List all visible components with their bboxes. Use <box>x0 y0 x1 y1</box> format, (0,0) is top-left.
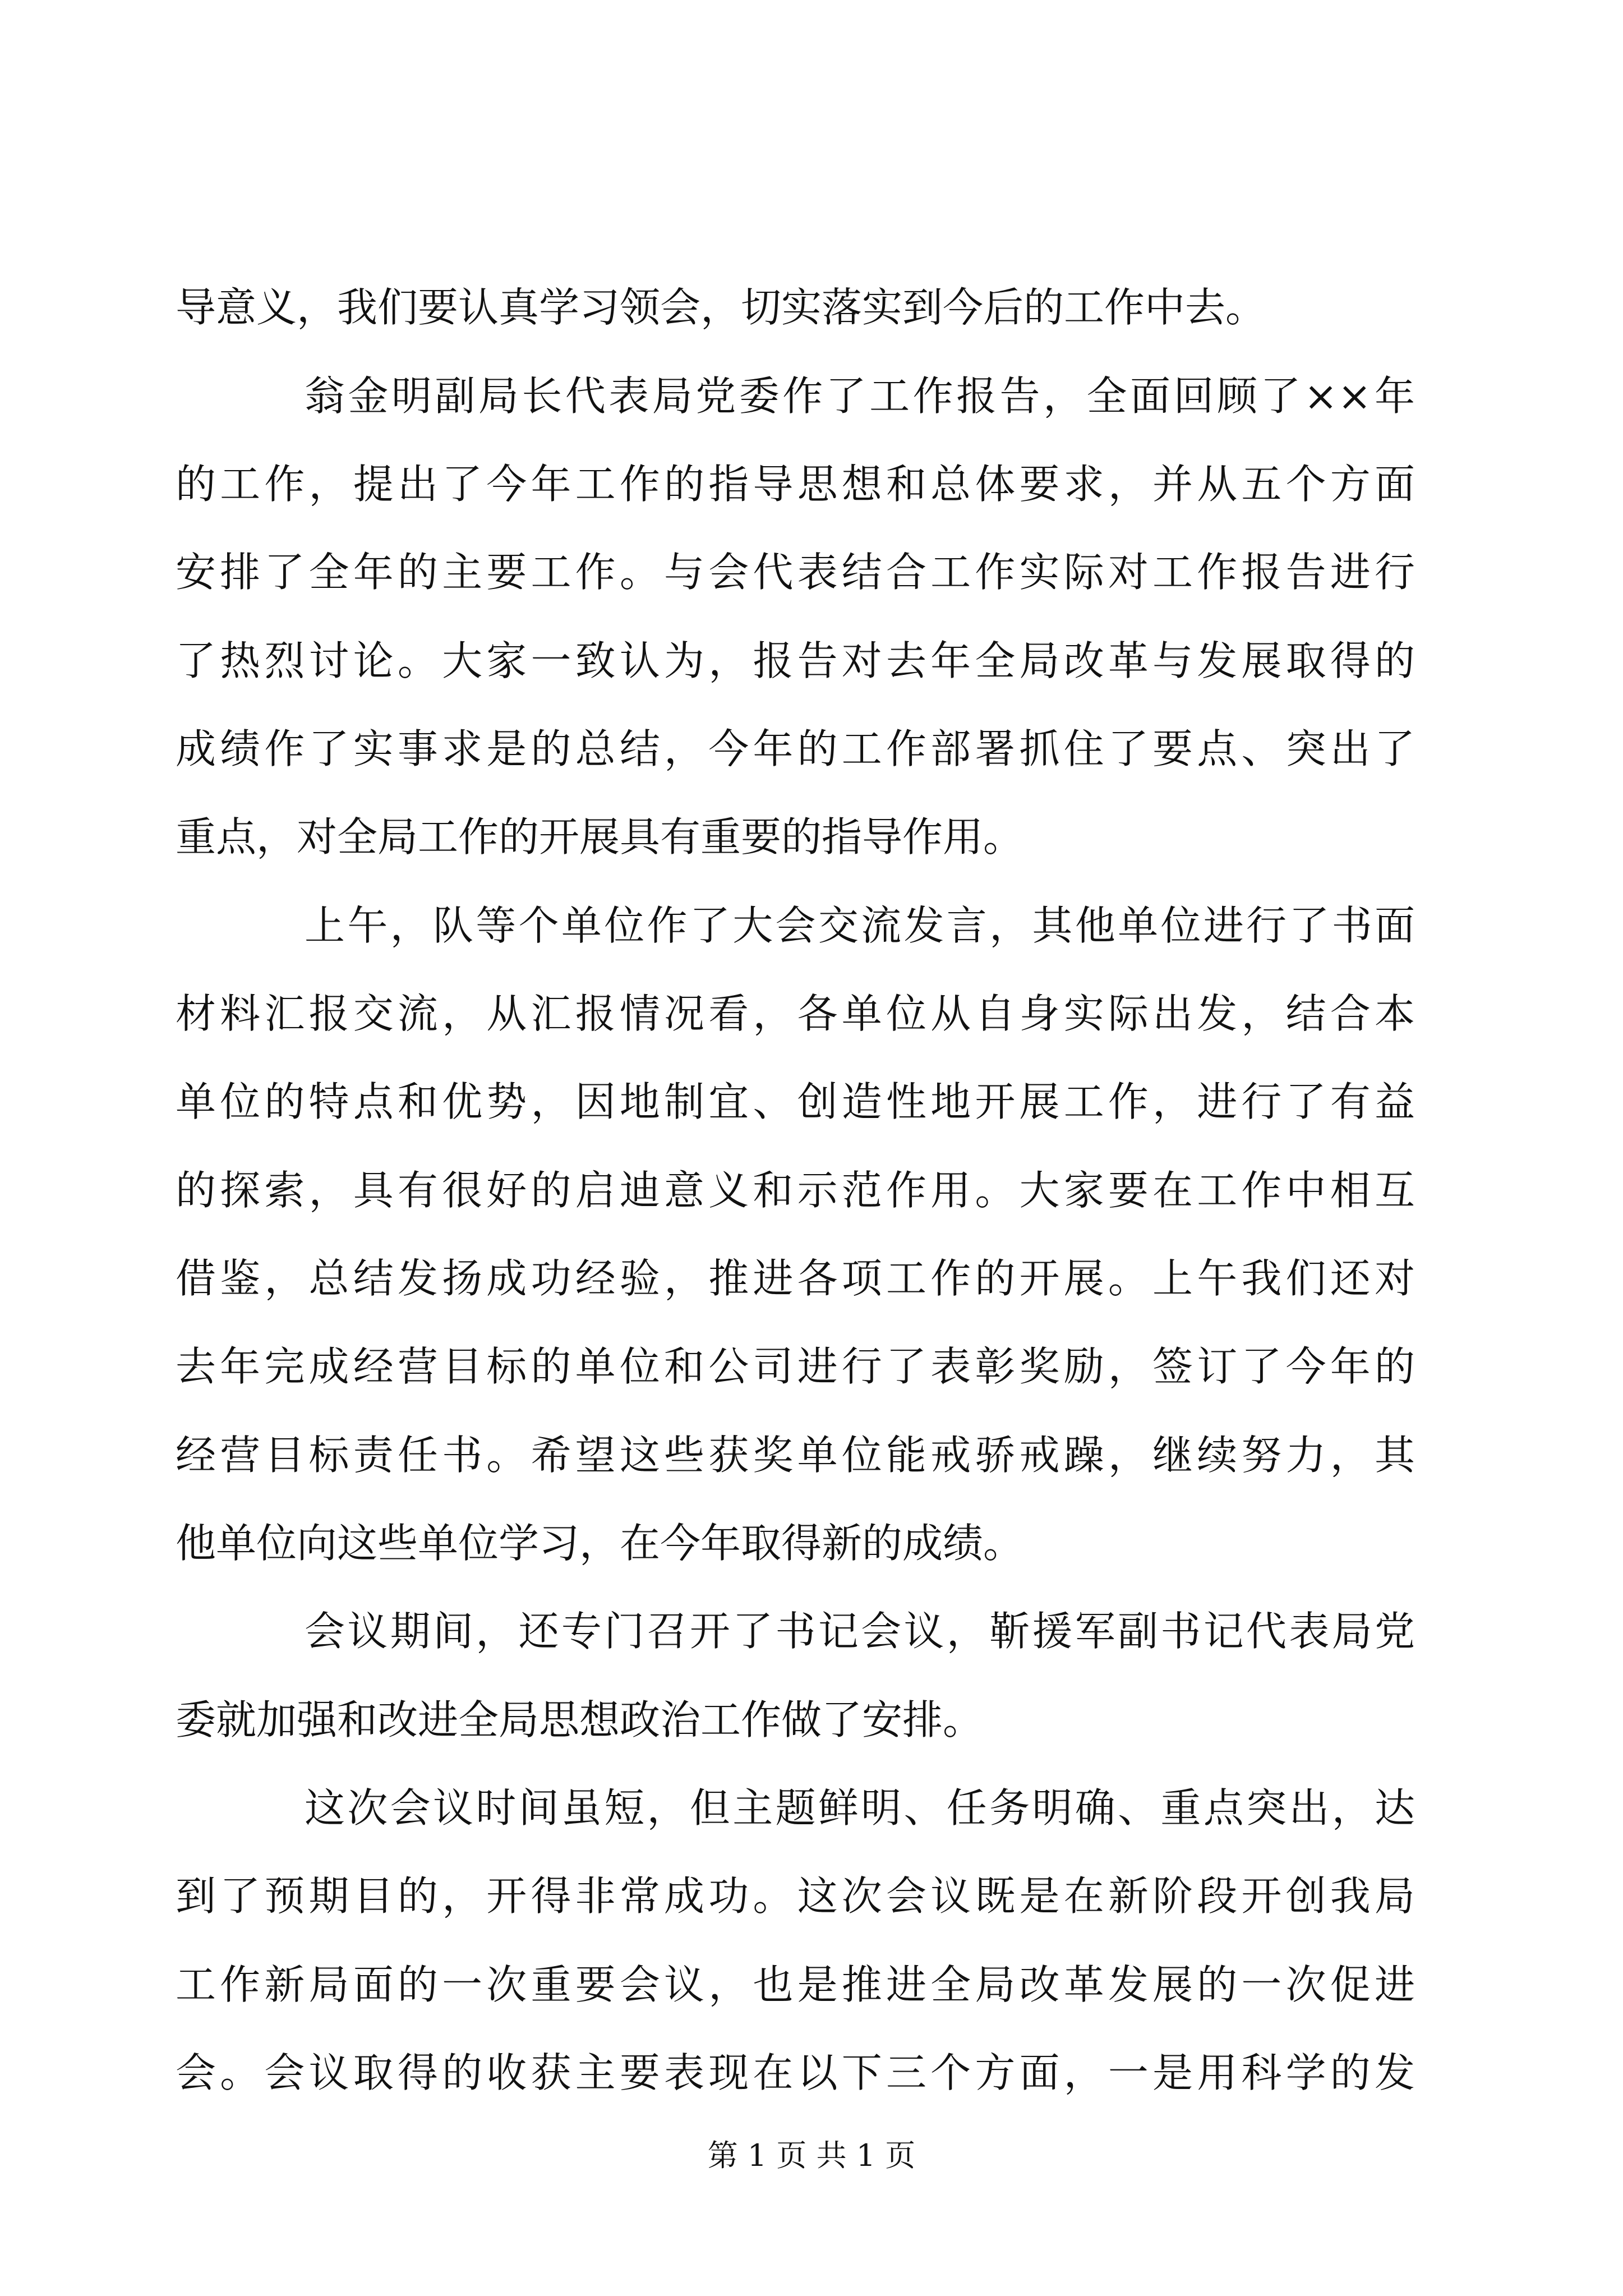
paragraph-first-line: 会议期间，还专门召开了书记会议，靳援军副书记代表局党 <box>305 1608 1415 1655</box>
text-line: 安排了全年的主要工作。与会代表结合工作实际对工作报告进行 <box>176 549 1415 596</box>
text-line: 经营目标责任书。希望这些获奖单位能戒骄戒躁，继续努力，其 <box>176 1432 1415 1479</box>
text-line: 借鉴，总结发扬成功经验，推进各项工作的开展。上午我们还对 <box>176 1255 1415 1302</box>
text-line: 他单位向这些单位学习，在今年取得新的成绩。 <box>176 1520 1024 1567</box>
text-line: 的探索，具有很好的启迪意义和示范作用。大家要在工作中相互 <box>176 1167 1415 1214</box>
text-line: 单位的特点和优势，因地制宜、创造性地开展工作，进行了有益 <box>176 1078 1415 1125</box>
text-line: 工作新局面的一次重要会议，也是推进全局改革发展的一次促进 <box>176 1961 1415 2008</box>
text-line: 会。会议取得的收获主要表现在以下三个方面，一是用科学的发 <box>176 2049 1415 2096</box>
text-line: 到了预期目的，开得非常成功。这次会议既是在新阶段开创我局 <box>176 1872 1415 1920</box>
text-line: 材料汇报交流，从汇报情况看，各单位从自身实际出发，结合本 <box>176 990 1415 1037</box>
text-line: 成绩作了实事求是的总结，今年的工作部署抓住了要点、突出了 <box>176 725 1415 772</box>
text-line: 的工作，提出了今年工作的指导思想和总体要求，并从五个方面 <box>176 461 1415 508</box>
text-line: 重点，对全局工作的开展具有重要的指导作用。 <box>176 813 1024 861</box>
text-line: 导意义，我们要认真学习领会，切实落实到今后的工作中去。 <box>176 284 1266 331</box>
text-line: 委就加强和改进全局思想政治工作做了安排。 <box>176 1696 984 1743</box>
page-footer: 第 1 页 共 1 页 <box>707 2138 916 2173</box>
paragraph-first-line: 上午，队等个单位作了大会交流发言，其他单位进行了书面 <box>305 902 1415 949</box>
text-line: 了热烈讨论。大家一致认为，报告对去年全局改革与发展取得的 <box>176 637 1415 684</box>
text-line: 去年完成经营目标的单位和公司进行了表彰奖励，签订了今年的 <box>176 1343 1415 1390</box>
paragraph-first-line: 翁金明副局长代表局党委作了工作报告，全面回顾了××年 <box>305 372 1415 420</box>
paragraph-first-line: 这次会议时间虽短，但主题鲜明、任务明确、重点突出，达 <box>305 1784 1415 1832</box>
